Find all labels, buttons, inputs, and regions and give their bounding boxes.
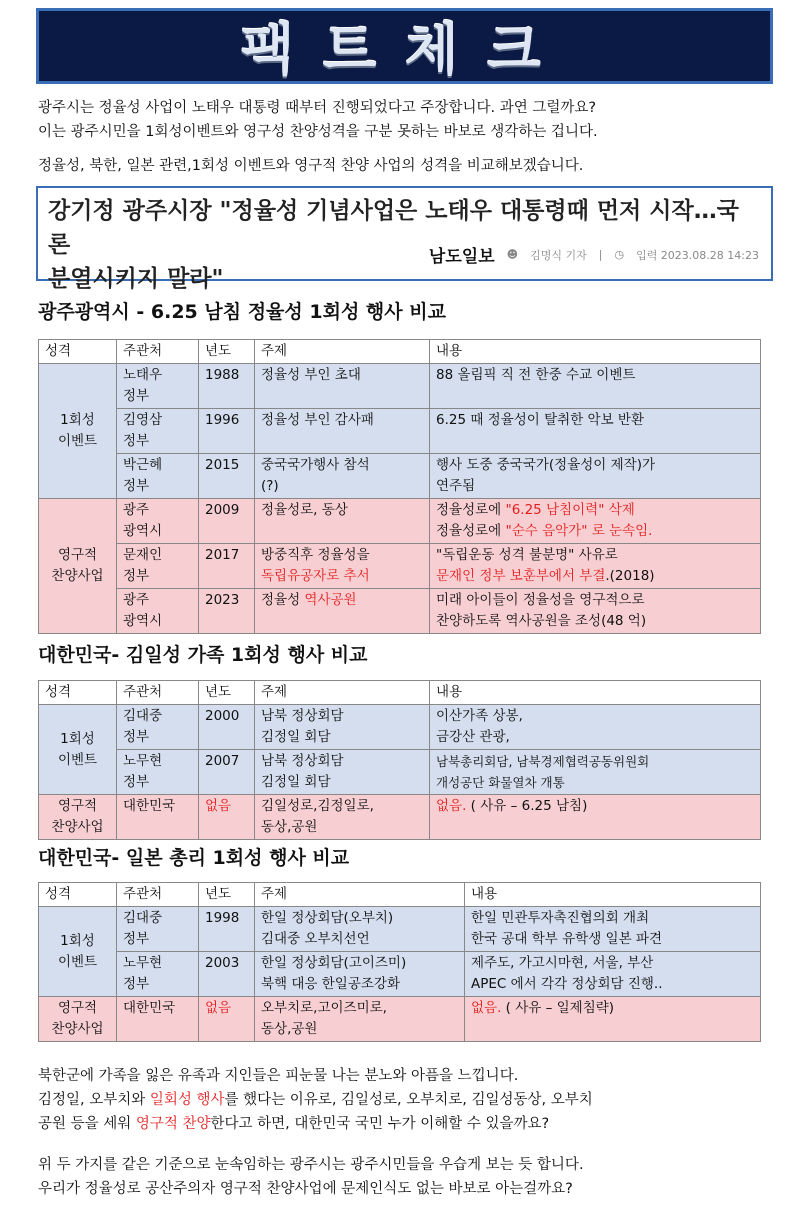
content-text: "독립운동 성격 불분명" 사유로: [436, 547, 618, 563]
row-content: 행사 도중 중국국가(정율성이 제작)가 연주됨: [430, 454, 761, 499]
table-row: [39, 409, 761, 454]
intro-line-1: 광주시는 정율성 사업이 노태우 대통령 때부터 진행되었다고 주장합니다. 과연 그럴까요?: [38, 100, 597, 116]
row-topic: 김일성로,김정일로, 동상,공원: [255, 795, 430, 840]
conclusion-line: 우리가 정율성로 공산주의자 영구적 찬양사업에 문제인식도 없는 바보로 아는걸까요?: [38, 1181, 573, 1197]
row-year: 1998: [199, 907, 255, 952]
row-topic: 오부치로,고이즈미로, 동상,공원: [255, 997, 465, 1042]
highlight-text: 역사공원: [304, 592, 357, 608]
header-year: 년도: [199, 340, 255, 364]
row-year: 2000: [199, 705, 255, 750]
row-year: 없음: [199, 795, 255, 840]
highlight-text: 문재인 정부 보훈부에서 부결: [436, 568, 606, 584]
highlight-text: 독립유공자로 추서: [261, 568, 370, 584]
row-content: [430, 544, 761, 589]
table-header-row: [39, 340, 761, 364]
news-clipping: [36, 186, 773, 292]
category-permanent-praise: 영구적 찬양사업: [39, 499, 117, 634]
row-year: 없음: [199, 997, 255, 1042]
conclusion-paragraph-2: [38, 1153, 778, 1201]
row-organizer: 문재인 정부: [117, 544, 199, 589]
row-organizer: 대한민국: [117, 795, 199, 840]
header-content: 내용: [430, 681, 761, 705]
row-content: 88 올림픽 직 전 한중 수교 이벤트: [430, 364, 761, 409]
conclusion-text: 를 했다는 이유로, 김일성로, 오부치로, 김일성동상, 오부치: [224, 1092, 593, 1108]
news-meta: [429, 242, 759, 267]
conclusion-text: 공원 등을 세워: [38, 1116, 136, 1132]
table-row: [39, 907, 761, 952]
content-text: ( 사유 – 6.25 남침): [466, 798, 588, 814]
table-row: [39, 454, 761, 499]
highlight-text: 없음.: [436, 798, 467, 814]
row-organizer: 노태우 정부: [117, 364, 199, 409]
header-category: 성격: [39, 883, 117, 907]
row-year: 2009: [199, 499, 255, 544]
row-topic: 남북 정상회담 김정일 회담: [255, 750, 430, 795]
row-year: 1996: [199, 409, 255, 454]
table-row: [39, 544, 761, 589]
table-row: [39, 997, 761, 1042]
content-text: 정율성로에: [436, 523, 506, 539]
section-3-title: 대한민국- 일본 총리 1회성 행사 비교: [38, 847, 350, 869]
banner-title: 팩트체크: [240, 18, 569, 83]
divider: |: [598, 248, 603, 261]
row-topic: 한일 정상회담(오부치) 김대중 오부치선언: [255, 907, 465, 952]
header-topic: 주제: [255, 681, 430, 705]
row-content: [430, 499, 761, 544]
table-header-row: [39, 681, 761, 705]
header-category: 성격: [39, 681, 117, 705]
row-organizer: 김영삼 정부: [117, 409, 199, 454]
newspaper-name: 남도일보: [428, 247, 495, 267]
fact-check-banner: [36, 8, 773, 84]
intro-text: [38, 96, 768, 144]
intro-line-2: 이는 광주시민을 1회성이벤트와 영구성 찬양성격을 구분 못하는 바보로 생각하는 겁니다.: [38, 124, 598, 140]
row-content: 미래 아이들이 정율성을 영구적으로 찬양하도록 역사공원을 조성(48 억): [430, 589, 761, 634]
header-year: 년도: [199, 883, 255, 907]
section-3-table: [38, 882, 761, 1042]
section-1-table: [38, 339, 761, 634]
header-category: 성격: [39, 340, 117, 364]
conclusion-line: [38, 1112, 778, 1136]
conclusion-line: 위 두 가지를 같은 기준으로 눈속임하는 광주시는 광주시민들을 우습게 보는 듯 합니다.: [38, 1157, 584, 1173]
conclusion-line: [38, 1088, 778, 1112]
row-organizer: 광주 광역시: [117, 589, 199, 634]
row-content: [465, 997, 761, 1042]
row-content: 남북총리회담, 남북경제협력공동위원회 개성공단 화물열차 개통: [430, 750, 761, 795]
table-row: [39, 795, 761, 840]
row-topic: 중국국가행사 참석 (?): [255, 454, 430, 499]
row-organizer: 광주 광역시: [117, 499, 199, 544]
table-row: [39, 364, 761, 409]
header-topic: 주제: [255, 340, 430, 364]
row-year: 2007: [199, 750, 255, 795]
publish-date: 입력 2023.08.28 14:23: [636, 248, 759, 262]
row-topic: [255, 544, 430, 589]
table-row: [39, 952, 761, 997]
content-text: .(2018): [605, 568, 655, 584]
highlight-text: 일회성 행사: [149, 1092, 225, 1108]
reporter-name: 김명식 기자: [530, 248, 587, 262]
row-year: 1988: [199, 364, 255, 409]
row-organizer: 김대중 정부: [117, 705, 199, 750]
row-content: 6.25 때 정율성이 탈취한 악보 반환: [430, 409, 761, 454]
highlight-text: 영구적 찬양: [135, 1116, 211, 1132]
row-organizer: 박근혜 정부: [117, 454, 199, 499]
news-headline-line-2: 분열시키지 말라": [48, 266, 224, 292]
row-year: 2003: [199, 952, 255, 997]
news-headline-line-1: 강기정 광주시장 "정율성 기념사업은 노태우 대통령때 먼저 시작…국론: [48, 198, 739, 258]
header-organizer: 주관처: [117, 883, 199, 907]
section-2-title: 대한민국- 김일성 가족 1회성 행사 비교: [38, 644, 368, 666]
table-header-row: [39, 883, 761, 907]
row-topic: 정율성 부인 초대: [255, 364, 430, 409]
clock-icon: ◷: [614, 248, 625, 261]
user-icon: ☻: [506, 248, 519, 261]
conclusion-text: 김정일, 오부치와: [38, 1092, 150, 1108]
conclusion-text: 한다고 하면, 대한민국 국민 누가 이해할 수 있을까요?: [210, 1116, 550, 1132]
table-row: [39, 499, 761, 544]
row-organizer: 김대중 정부: [117, 907, 199, 952]
category-one-time-event: 1회성 이벤트: [39, 907, 117, 997]
intro-text-2: [38, 154, 768, 178]
conclusion-paragraph-1: [38, 1064, 778, 1136]
topic-text: 방중직후 정율성을: [261, 547, 370, 563]
section-1-title: 광주광역시 - 6.25 남침 정율성 1회성 행사 비교: [38, 301, 446, 323]
row-content: 이산가족 상봉, 금강산 관광,: [430, 705, 761, 750]
category-permanent-praise: 영구적 찬양사업: [39, 997, 117, 1042]
row-topic: [255, 589, 430, 634]
row-content: 한일 민관투자촉진협의회 개최 한국 공대 학부 유학생 일본 파견: [465, 907, 761, 952]
row-year: 2023: [199, 589, 255, 634]
header-topic: 주제: [255, 883, 465, 907]
row-content: 제주도, 가고시마현, 서울, 부산 APEC 에서 각각 정상회담 진행..: [465, 952, 761, 997]
content-text: 정율성로에: [436, 502, 506, 518]
topic-text: 정율성: [261, 592, 305, 608]
header-content: 내용: [430, 340, 761, 364]
row-organizer: 대한민국: [117, 997, 199, 1042]
row-topic: 남북 정상회담 김정일 회담: [255, 705, 430, 750]
table-row: [39, 589, 761, 634]
section-2-table: [38, 680, 761, 840]
content-text: ( 사유 – 일제침략): [501, 1000, 615, 1016]
category-one-time-event: 1회성 이벤트: [39, 705, 117, 795]
row-organizer: 노무현 정부: [117, 952, 199, 997]
table-row: [39, 705, 761, 750]
highlight-text: "6.25 남침이력" 삭제: [505, 502, 635, 518]
header-organizer: 주관처: [117, 681, 199, 705]
intro-line-3: 정율성, 북한, 일본 관련,1회성 이벤트와 영구적 찬양 사업의 성격을 비교해보겠습니다.: [38, 158, 584, 174]
highlight-text: "순수 음악가" 로 눈속임.: [505, 523, 653, 539]
row-year: 2017: [199, 544, 255, 589]
row-topic: 정율성 부인 감사패: [255, 409, 430, 454]
header-content: 내용: [465, 883, 761, 907]
conclusion-line: 북한군에 가족을 잃은 유족과 지인들은 피눈물 나는 분노와 아픔을 느낍니다.: [38, 1068, 519, 1084]
row-topic: 정율성로, 동상: [255, 499, 430, 544]
row-year: 2015: [199, 454, 255, 499]
highlight-text: 없음.: [471, 1000, 502, 1016]
row-content: [430, 795, 761, 840]
header-year: 년도: [199, 681, 255, 705]
table-row: [39, 750, 761, 795]
header-organizer: 주관처: [117, 340, 199, 364]
category-one-time-event: 1회성 이벤트: [39, 364, 117, 499]
row-organizer: 노무현 정부: [117, 750, 199, 795]
row-topic: 한일 정상회담(고이즈미) 북핵 대응 한일공조강화: [255, 952, 465, 997]
category-permanent-praise: 영구적 찬양사업: [39, 795, 117, 840]
